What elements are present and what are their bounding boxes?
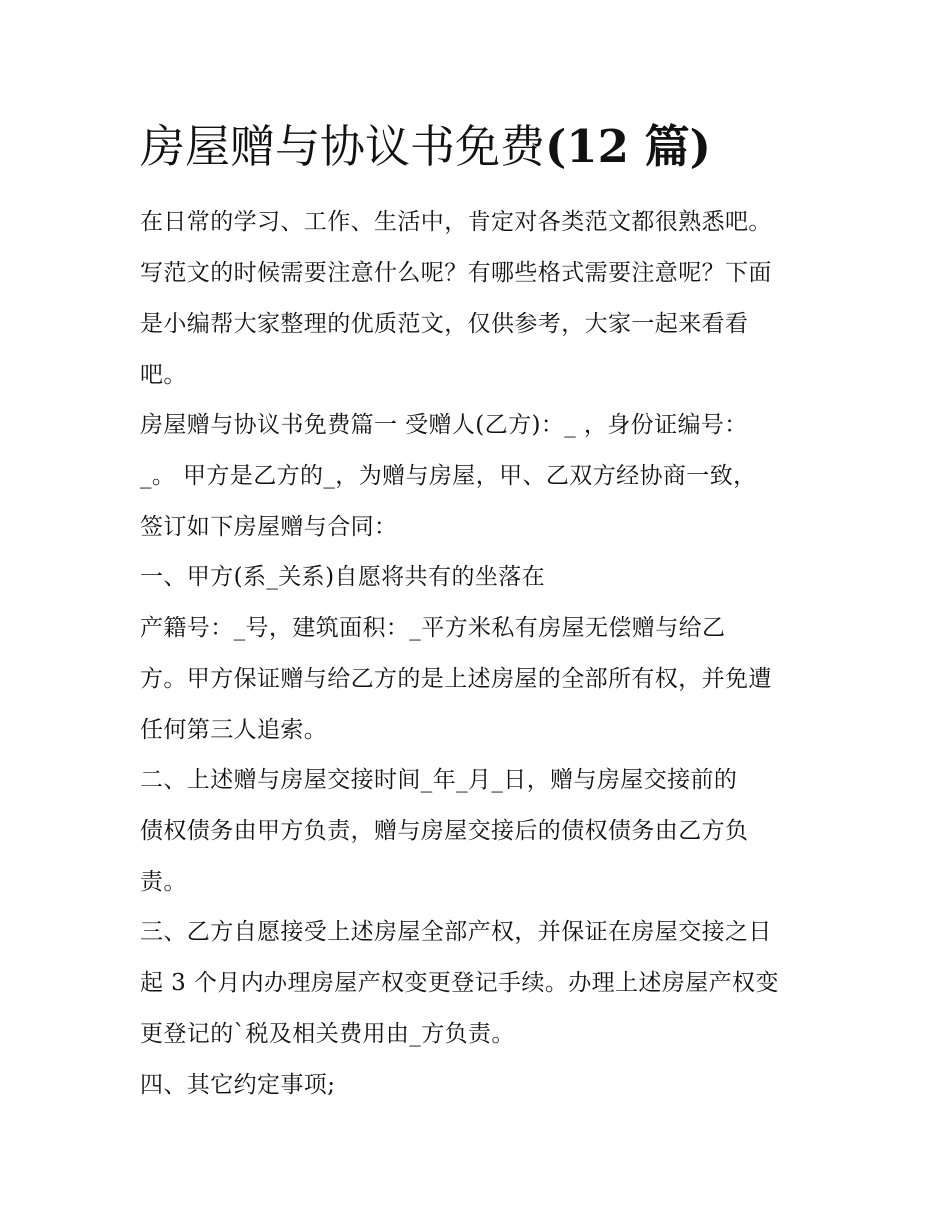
body-line: 写范文的时候需要注意什么呢？有哪些格式需要注意呢？下面 — [140, 260, 772, 286]
body-line: 任何第三人追索。 — [140, 717, 328, 743]
body-line: 四、其它约定事项; — [140, 1072, 336, 1098]
body-line: 三、乙方自愿接受上述房屋全部产权，并保证在房屋交接之日 — [140, 919, 772, 945]
document-title — [140, 118, 711, 176]
body-line: 房屋赠与协议书免费篇一 受赠人(乙方)：_ ，身份证编号： — [140, 412, 748, 438]
body-line: _。 甲方是乙方的_，为赠与房屋，甲、乙双方经协商一致， — [140, 463, 757, 489]
body-line: 是小编帮大家整理的优质范文，仅供参考，大家一起来看看 — [140, 311, 749, 337]
body-line: 债权债务由甲方负责，赠与房屋交接后的债权债务由乙方负 — [140, 818, 749, 844]
body-line: 更登记的`税及相关费用由_方负责。 — [140, 1021, 515, 1047]
body-line: 起 3 个月内办理房屋产权变更登记手续。办理上述房屋产权变 — [140, 970, 779, 996]
document-title-count: (12 篇) — [545, 120, 711, 173]
body-line: 签订如下房屋赠与合同： — [140, 514, 398, 540]
body-line: 二、上述赠与房屋交接时间_年_月_日，赠与房屋交接前的 — [140, 767, 738, 793]
body-line: 产籍号：_号，建筑面积：_平方米私有房屋无偿赠与给乙 — [140, 615, 726, 641]
body-line: 责。 — [140, 869, 187, 895]
body-line: 方。甲方保证赠与给乙方的是上述房屋的全部所有权，并免遭 — [140, 666, 772, 692]
body-line: 一、甲方(系_关系)自愿将共有的坐落在 — [140, 564, 546, 590]
document-title-main: 房屋赠与协议书免费 — [140, 120, 546, 173]
body-line: 吧。 — [140, 362, 187, 388]
body-line: 在日常的学习、工作、生活中，肯定对各类范文都很熟悉吧。 — [140, 209, 772, 235]
